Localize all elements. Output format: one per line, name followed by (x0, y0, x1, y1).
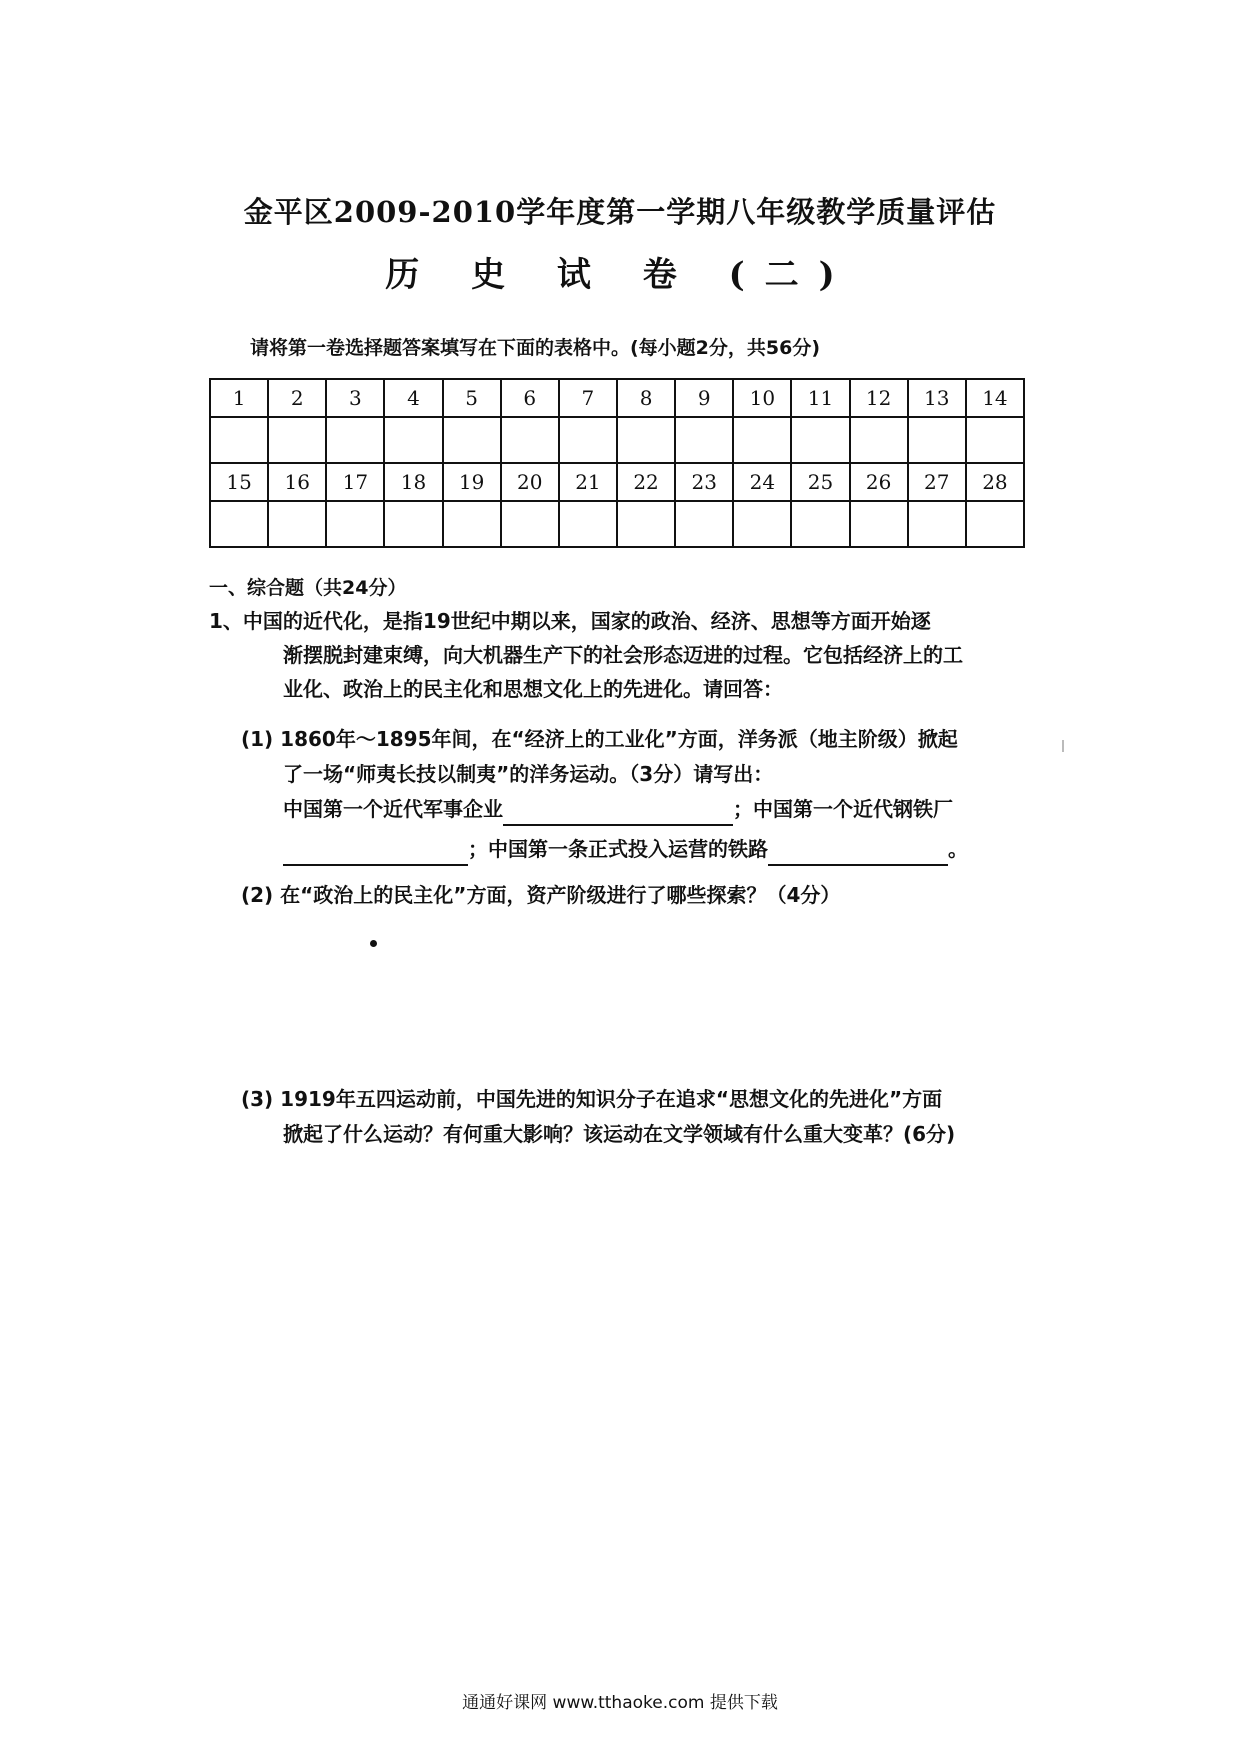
answer-cell[interactable] (210, 417, 268, 463)
question-number-cell: 12 (850, 379, 908, 417)
question-number-cell: 27 (908, 463, 966, 501)
scan-speck (370, 940, 377, 947)
answer-cell[interactable] (675, 417, 733, 463)
answer-cell[interactable] (384, 417, 442, 463)
railway-end-mark: 。 (948, 837, 968, 861)
question-number-cell: 9 (675, 379, 733, 417)
q1-part1-line-2: 了一场“师夷长技以制夷”的洋务运动。（3分）请写出： (283, 762, 774, 786)
answer-cell[interactable] (850, 417, 908, 463)
q1-part2: (2) 在“政治上的民主化”方面，资产阶级进行了哪些探索？（4分） (241, 883, 841, 907)
q1-part1-line-4 (283, 832, 968, 866)
question-number-cell: 5 (443, 379, 501, 417)
answer-cell[interactable] (268, 417, 326, 463)
steel-plant-label: ；中国第一个近代钢铁厂 (733, 797, 953, 821)
answer-grid (209, 378, 1025, 548)
answer-cell[interactable] (617, 417, 675, 463)
footer-source: 通通好课网 www.tthaoke.com 提供下载 (462, 1693, 778, 1713)
railway-answer-blank[interactable] (768, 842, 948, 866)
question-number-cell: 18 (384, 463, 442, 501)
answer-cell[interactable] (733, 501, 791, 547)
question-number-cell: 11 (791, 379, 849, 417)
question-number-cell: 26 (850, 463, 908, 501)
question-number-cell: 2 (268, 379, 326, 417)
answer-cell[interactable] (617, 501, 675, 547)
q1-intro-line-1: 1、中国的近代化，是指19世纪中期以来，国家的政治、经济、思想等方面开始逐 (209, 609, 931, 633)
answer-cell[interactable] (384, 501, 442, 547)
answer-cell[interactable] (326, 501, 384, 547)
answer-cell[interactable] (268, 501, 326, 547)
answer-grid-number-row-2 (210, 463, 1024, 501)
q1-part1-line-3 (283, 792, 953, 826)
answer-cell[interactable] (908, 501, 966, 547)
scan-mark (1062, 740, 1064, 752)
exam-subtitle: 历 史 试 卷 (二) (385, 255, 855, 295)
answer-cell[interactable] (791, 501, 849, 547)
q1-part3-line-1: (3) 1919年五四运动前，中国先进的知识分子在追求“思想文化的先进化”方面 (241, 1087, 943, 1111)
question-number-cell: 7 (559, 379, 617, 417)
question-number-cell: 25 (791, 463, 849, 501)
answer-cell[interactable] (443, 501, 501, 547)
answer-grid-number-row-1 (210, 379, 1024, 417)
answer-cell[interactable] (501, 417, 559, 463)
question-number-cell: 24 (733, 463, 791, 501)
question-number-cell: 3 (326, 379, 384, 417)
military-enterprise-answer-blank[interactable] (503, 802, 733, 826)
question-number-cell: 19 (443, 463, 501, 501)
answer-cell[interactable] (733, 417, 791, 463)
answer-cell[interactable] (559, 417, 617, 463)
question-number-cell: 8 (617, 379, 675, 417)
answer-grid-blank-row-1 (210, 417, 1024, 463)
question-number-cell: 23 (675, 463, 733, 501)
question-number-cell: 10 (733, 379, 791, 417)
answer-grid-blank-row-2 (210, 501, 1024, 547)
question-number-cell: 6 (501, 379, 559, 417)
answer-cell[interactable] (850, 501, 908, 547)
question-number-cell: 20 (501, 463, 559, 501)
question-number-cell: 1 (210, 379, 268, 417)
q1-part1-line-1: (1) 1860年～1895年间，在“经济上的工业化”方面，洋务派（地主阶级）掀起 (241, 727, 958, 751)
question-number-cell: 17 (326, 463, 384, 501)
railway-label: ；中国第一条正式投入运营的铁路 (468, 837, 768, 861)
military-enterprise-label: 中国第一个近代军事企业 (283, 797, 503, 821)
answer-grid-instruction: 请将第一卷选择题答案填写在下面的表格中。(每小题2分，共56分) (250, 337, 821, 359)
steel-plant-answer-blank[interactable] (283, 842, 468, 866)
question-number-cell: 16 (268, 463, 326, 501)
section-heading: 一、综合题（共24分） (209, 577, 407, 599)
answer-cell[interactable] (908, 417, 966, 463)
question-number-cell: 4 (384, 379, 442, 417)
answer-cell[interactable] (443, 417, 501, 463)
exam-title: 金平区2009-2010学年度第一学期八年级教学质量评估 (243, 195, 997, 229)
q1-intro-line-3: 业化、政治上的民主化和思想文化上的先进化。请回答： (283, 677, 783, 701)
q1-intro-line-2: 渐摆脱封建束缚，向大机器生产下的社会形态迈进的过程。它包括经济上的工 (283, 643, 963, 667)
answer-cell[interactable] (501, 501, 559, 547)
question-number-cell: 13 (908, 379, 966, 417)
question-number-cell: 21 (559, 463, 617, 501)
question-number-cell: 22 (617, 463, 675, 501)
answer-cell[interactable] (966, 501, 1024, 547)
answer-cell[interactable] (559, 501, 617, 547)
answer-cell[interactable] (210, 501, 268, 547)
answer-cell[interactable] (675, 501, 733, 547)
question-number-cell: 28 (966, 463, 1024, 501)
answer-cell[interactable] (791, 417, 849, 463)
question-number-cell: 14 (966, 379, 1024, 417)
q1-part3-line-2: 掀起了什么运动？有何重大影响？该运动在文学领域有什么重大变革？(6分) (283, 1122, 956, 1146)
answer-cell[interactable] (966, 417, 1024, 463)
answer-cell[interactable] (326, 417, 384, 463)
question-number-cell: 15 (210, 463, 268, 501)
